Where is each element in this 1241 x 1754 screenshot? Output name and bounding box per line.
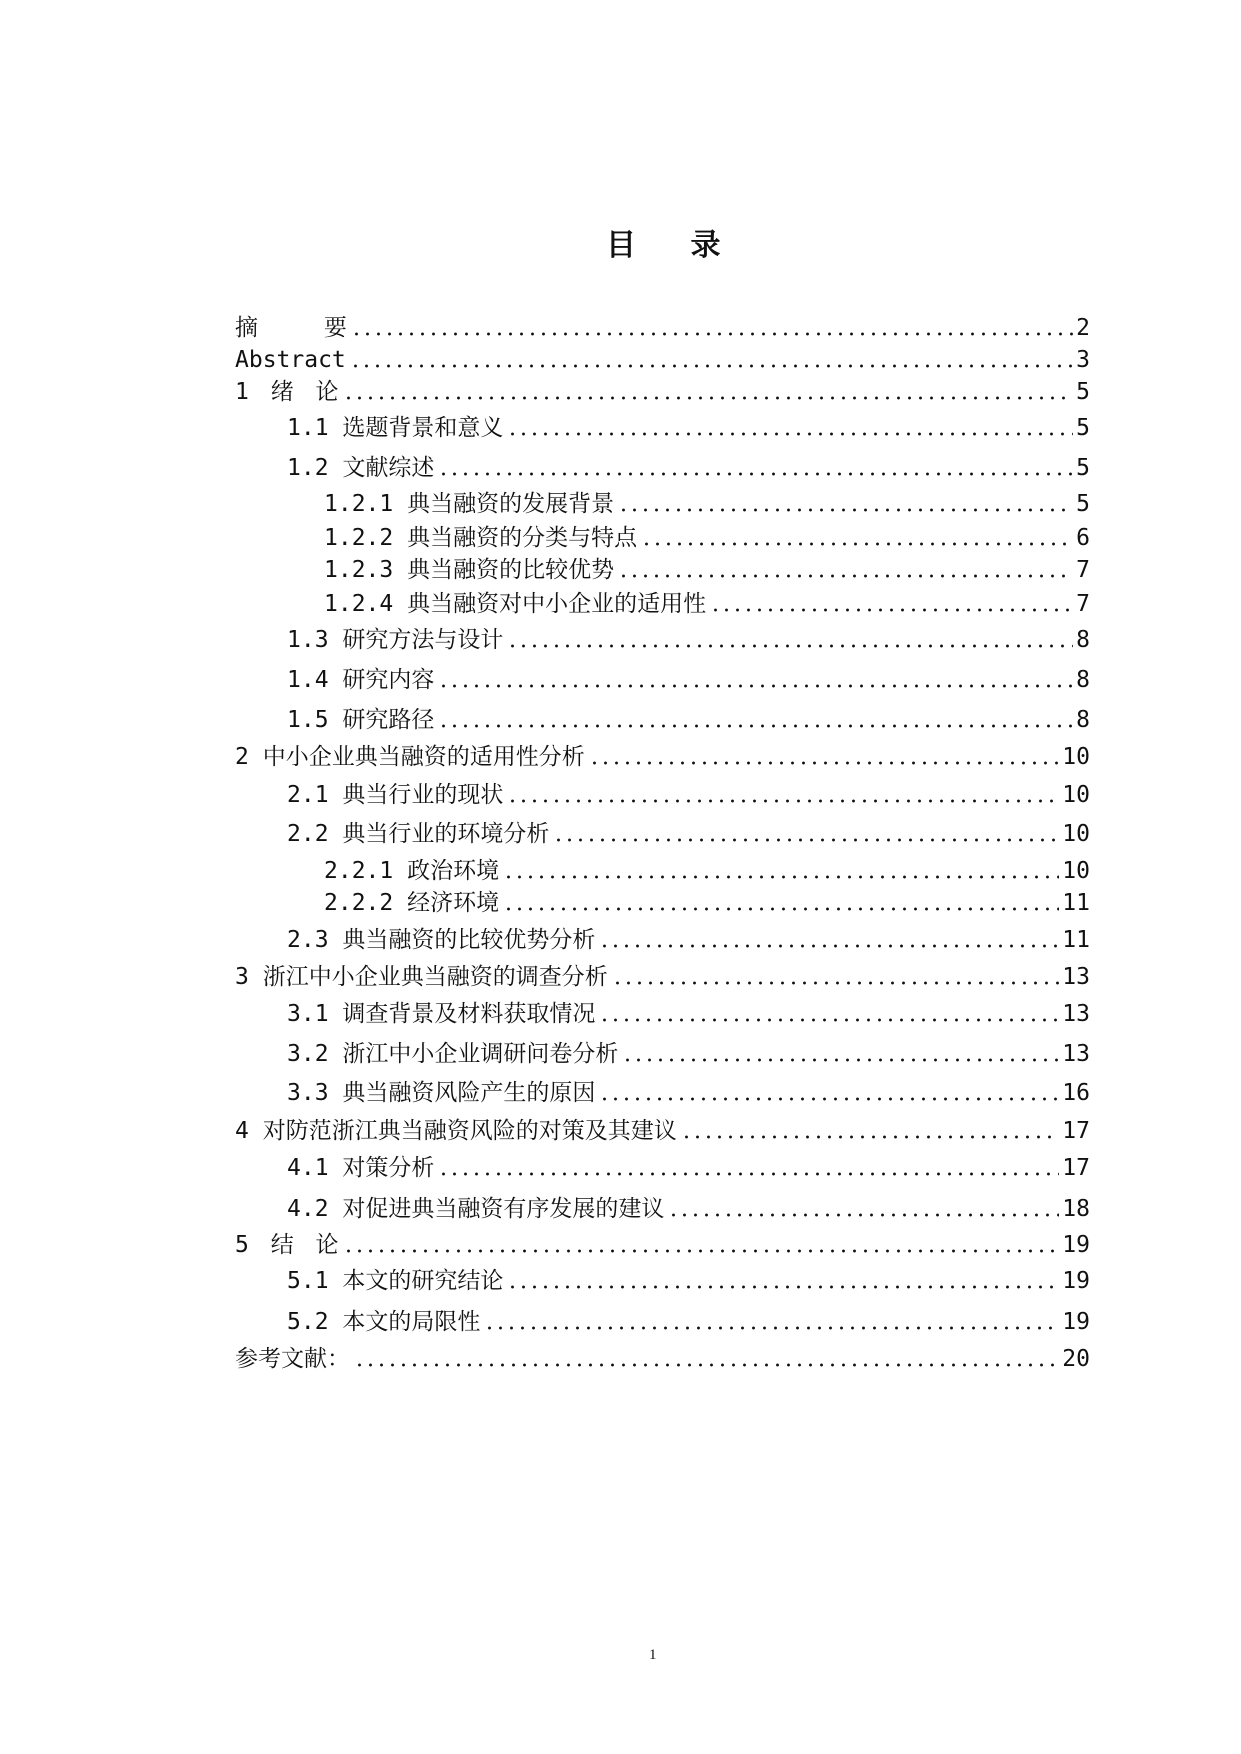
toc-entry-label: 1.5 研究路径 (287, 707, 435, 733)
toc-entry-section-3-2 (287, 1040, 1090, 1068)
toc-entry-page: 17 (1062, 1155, 1090, 1181)
dot-leader (484, 1326, 1059, 1330)
toc-entry-page: 11 (1062, 890, 1090, 916)
dot-leader (641, 542, 1073, 546)
toc-entry-label: 1.2.2 典当融资的分类与特点 (324, 525, 638, 551)
toc-entry-references (235, 1345, 1090, 1373)
toc-entry-label: 1.2.3 典当融资的比较优势 (324, 557, 615, 583)
dot-leader (503, 907, 1059, 911)
toc-entry-page: 5 (1076, 455, 1090, 481)
dot-leader (599, 1018, 1059, 1022)
dot-leader (350, 364, 1073, 368)
toc-entry-page: 5 (1076, 491, 1090, 517)
toc-entry-chapter-5 (235, 1231, 1090, 1259)
dot-leader (710, 608, 1073, 612)
toc-entry-section-1-2-3 (324, 556, 1090, 584)
page-title: 目 录 (606, 228, 721, 263)
toc-entry-page: 19 (1062, 1268, 1090, 1294)
toc-entry-section-1-4 (287, 666, 1090, 694)
dot-leader (503, 875, 1059, 879)
toc-entry-page: 18 (1062, 1196, 1090, 1222)
dot-leader (343, 396, 1074, 400)
dot-leader (618, 508, 1073, 512)
toc-entry-section-2-3 (287, 926, 1090, 954)
toc-entry-abstract-en (235, 346, 1090, 374)
dot-leader (351, 332, 1073, 336)
dot-leader (612, 981, 1060, 985)
toc-entry-section-1-1 (287, 414, 1090, 442)
dot-leader (507, 1285, 1059, 1289)
toc-entry-page: 20 (1062, 1346, 1090, 1372)
toc-entry-section-5-1 (287, 1267, 1090, 1295)
dot-leader (438, 1172, 1059, 1176)
toc-entry-label: 1.2 文献综述 (287, 455, 435, 481)
toc-entry-section-1-2 (287, 454, 1090, 482)
toc-entry-section-3-3 (287, 1079, 1090, 1107)
dot-leader (354, 1363, 1059, 1367)
toc-entry-page: 13 (1062, 1001, 1090, 1027)
toc-entry-page: 11 (1062, 927, 1090, 953)
toc-entry-label: 1 绪 论 (235, 379, 339, 405)
toc-entry-label: 1.3 研究方法与设计 (287, 627, 504, 653)
toc-entry-page: 13 (1062, 1041, 1090, 1067)
toc-entry-page: 13 (1062, 964, 1090, 990)
dot-leader (599, 944, 1059, 948)
toc-entry-page: 10 (1062, 821, 1090, 847)
toc-entry-label: 2 中小企业典当融资的适用性分析 (235, 744, 585, 770)
toc-entry-page: 17 (1062, 1118, 1090, 1144)
toc-entry-chapter-3 (235, 963, 1090, 991)
toc-entry-page: 10 (1062, 782, 1090, 808)
toc-entry-label: 1.2.1 典当融资的发展背景 (324, 491, 615, 517)
toc-entry-page: 6 (1076, 525, 1090, 551)
toc-entry-section-5-2 (287, 1308, 1090, 1336)
toc-entry-page: 7 (1076, 591, 1090, 617)
dot-leader (681, 1135, 1060, 1139)
toc-entry-section-1-5 (287, 706, 1090, 734)
toc-entry-abstract-cn (235, 314, 1090, 342)
toc-entry-label: 摘 要 (235, 315, 347, 341)
toc-entry-label: 2.2.2 经济环境 (324, 890, 500, 916)
dot-leader (589, 761, 1060, 765)
dot-leader (618, 574, 1073, 578)
toc-entry-label: 5.1 本文的研究结论 (287, 1268, 504, 1294)
dot-leader (599, 1097, 1059, 1101)
toc-entry-section-1-2-2 (324, 524, 1090, 552)
toc-entry-label: 1.4 研究内容 (287, 667, 435, 693)
toc-entry-section-2-1 (287, 781, 1090, 809)
toc-entry-chapter-2 (235, 743, 1090, 771)
toc-entry-page: 5 (1076, 379, 1090, 405)
toc-entry-label: Abstract (235, 347, 346, 373)
toc-entry-page: 2 (1076, 315, 1090, 341)
dot-leader (438, 472, 1073, 476)
toc-entry-section-2-2-1 (324, 857, 1090, 885)
toc-entry-page: 10 (1062, 744, 1090, 770)
page-number: 1 (649, 1647, 657, 1663)
dot-leader (507, 432, 1073, 436)
toc-entry-label: 1.1 选题背景和意义 (287, 415, 504, 441)
toc-entry-page: 10 (1062, 858, 1090, 884)
toc-entry-chapter-4 (235, 1117, 1090, 1145)
toc-entry-label: 2.1 典当行业的现状 (287, 782, 504, 808)
toc-entry-page: 7 (1076, 557, 1090, 583)
toc-entry-section-3-1 (287, 1000, 1090, 1028)
toc-entry-section-4-2 (287, 1195, 1090, 1223)
toc-entry-page: 8 (1076, 667, 1090, 693)
dot-leader (507, 644, 1073, 648)
toc-entry-label: 3.3 典当融资风险产生的原因 (287, 1080, 596, 1106)
toc-entry-page: 8 (1076, 707, 1090, 733)
toc-entry-label: 3.1 调查背景及材料获取情况 (287, 1001, 596, 1027)
toc-entry-section-4-1 (287, 1154, 1090, 1182)
toc-entry-label: 1.2.4 典当融资对中小企业的适用性 (324, 591, 707, 617)
toc-entry-label: 3.2 浙江中小企业调研问卷分析 (287, 1041, 619, 1067)
toc-entry-chapter-1 (235, 378, 1090, 406)
toc-entry-page: 19 (1062, 1232, 1090, 1258)
toc-entry-label: 3 浙江中小企业典当融资的调查分析 (235, 964, 608, 990)
toc-entry-label: 5.2 本文的局限性 (287, 1309, 481, 1335)
toc-entry-label: 5 结 论 (235, 1232, 339, 1258)
toc-entry-section-2-2 (287, 820, 1090, 848)
toc-entry-section-1-3 (287, 626, 1090, 654)
dot-leader (438, 724, 1073, 728)
toc-entry-label: 4 对防范浙江典当融资风险的对策及其建议 (235, 1118, 677, 1144)
dot-leader (553, 838, 1059, 842)
toc-entry-page: 5 (1076, 415, 1090, 441)
toc-entry-label: 4.2 对促进典当融资有序发展的建议 (287, 1196, 665, 1222)
toc-entry-label: 2.3 典当融资的比较优势分析 (287, 927, 596, 953)
toc-entry-page: 16 (1062, 1080, 1090, 1106)
toc-entry-section-2-2-2 (324, 889, 1090, 917)
dot-leader (507, 799, 1059, 803)
dot-leader (343, 1249, 1060, 1253)
toc-entry-label: 2.2.1 政治环境 (324, 858, 500, 884)
toc-entry-page: 19 (1062, 1309, 1090, 1335)
toc-entry-label: 2.2 典当行业的环境分析 (287, 821, 550, 847)
toc-entry-page: 3 (1076, 347, 1090, 373)
dot-leader (622, 1058, 1059, 1062)
toc-entry-page: 8 (1076, 627, 1090, 653)
toc-entry-label: 4.1 对策分析 (287, 1155, 435, 1181)
dot-leader (668, 1213, 1059, 1217)
toc-entry-label: 参考文献： (235, 1346, 350, 1372)
toc-entry-section-1-2-1 (324, 490, 1090, 518)
dot-leader (438, 684, 1073, 688)
toc-entry-section-1-2-4 (324, 590, 1090, 618)
